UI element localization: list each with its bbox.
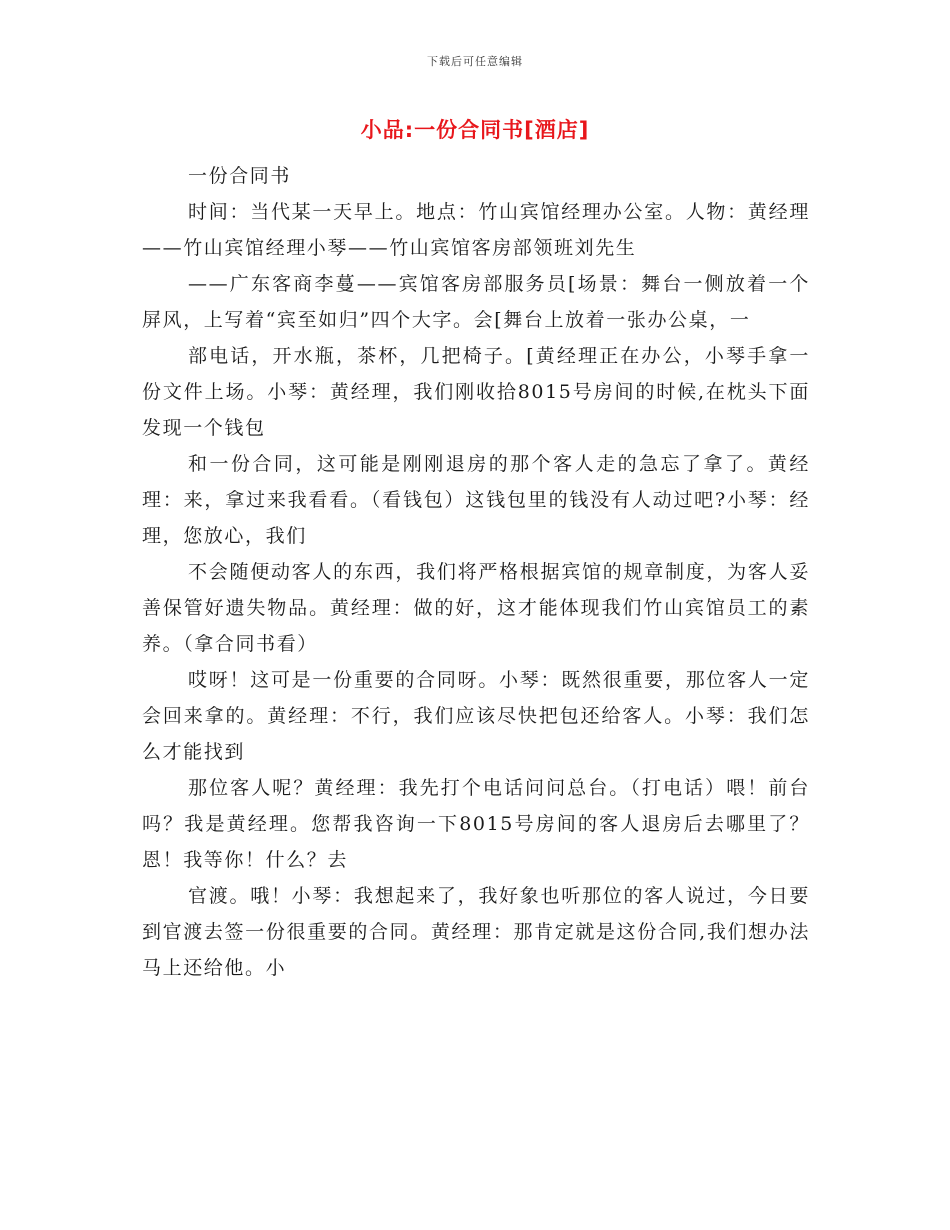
paragraph: 不会随便动客人的东西，我们将严格根据宾馆的规章制度，为客人妥善保管好遗失物品。黄经理：做的好，这才能体现我们竹山宾馆员工的素养。（拿合同书看） [142, 561, 810, 655]
paragraph: 哎呀！这可是一份重要的合同呀。小琴：既然很重要，那位客人一定会回来拿的。黄经理：不行，我们应该尽快把包还给客人。小琴：我们怎么才能找到 [142, 669, 810, 763]
paragraph: 官渡。哦！小琴：我想起来了，我好象也听那位的客人说过，今日要到官渡去签一份很重要的合同。黄经理：那肯定就是这份合同,我们想办法马上还给他。小 [142, 885, 810, 979]
header-note: 下载后可任意编辑 [427, 55, 523, 68]
paragraph: 时间：当代某一天早上。地点：竹山宾馆经理办公室。人物：黄经理——竹山宾馆经理小琴——竹山宾馆客房部领班刘先生 [142, 201, 810, 259]
paragraph: 那位客人呢？黄经理：我先打个电话问问总台。（打电话）喂！前台吗？我是黄经理。您帮我咨询一下8015号房间的客人退房后去哪里了？恩！我等你！什么？去 [142, 777, 810, 871]
paragraph: 部电话，开水瓶，茶杯，几把椅子。[黄经理正在办公，小琴手拿一份文件上场。小琴：黄经理，我们刚收拾8015号房间的时候,在枕头下面发现一个钱包 [142, 345, 810, 439]
document-title: 小品:一份合同书[酒店] [360, 118, 590, 142]
paragraph: ——广东客商李蔓——宾馆客房部服务员[场景：舞台一侧放着一个屏风，上写着“宾至如归”四个大字。会[舞台上放着一张办公桌，一 [142, 273, 810, 331]
paragraph: 一份合同书 [188, 165, 292, 187]
document-body [142, 158, 810, 986]
paragraph: 和一份合同，这可能是刚刚退房的那个客人走的急忘了拿了。黄经理：来，拿过来我看看。（看钱包）这钱包里的钱没有人动过吧?小琴：经理，您放心，我们 [142, 453, 810, 547]
